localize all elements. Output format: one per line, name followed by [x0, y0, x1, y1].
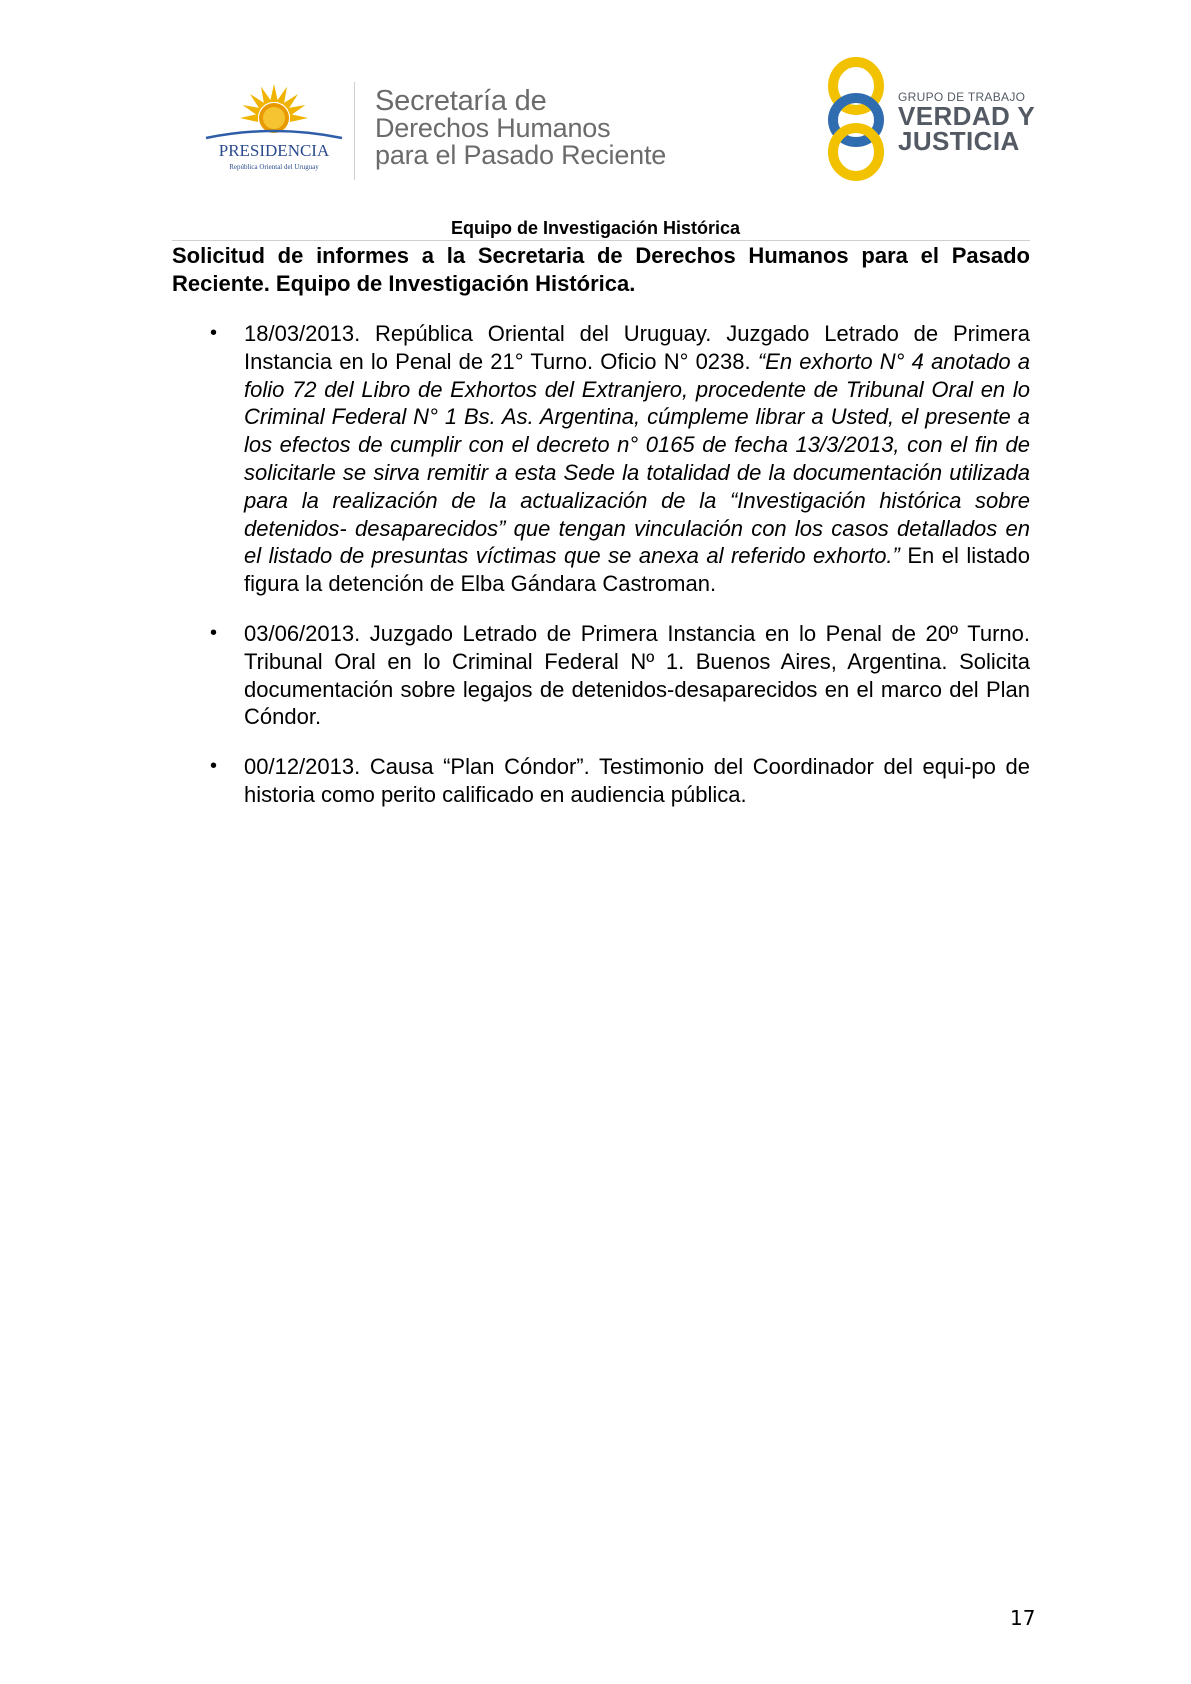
bullet-icon: • [210, 621, 218, 644]
page-number: 17 [1010, 1606, 1036, 1630]
item-quote: “En exhorto N° 4 anotado a folio 72 del Libro de Exhortos del Extranjero, procedente de Tribunal Oral en lo Criminal Federal N° 1 Bs. As. Argentina, cúmpleme librar a Usted, el presente a los efectos de cumplir con el decreto n° 0165 de fecha 13/3/2013, con el fin de solicitarle se sirva remitir a esta Sede la totalidad de la documentación utilizada para la realización de la actualización de la “Investigación histórica sobre detenidos- desaparecidos” que tengan vinculación con los casos detallados en el listado de presuntas víctimas que se anexa al referido exhorto.” [244, 348, 1031, 569]
verdad-line-2: VERDAD Y [898, 101, 1036, 131]
item-text: 03/06/2013. Juzgado Letrado de Primera Instancia en lo Penal de 20º Turno. Tribunal Oral en lo Criminal Federal Nº 1. Buenos Aires, Argentina. Solicita documentación sobre legajos de detenidos-desaparecidos en el marco del Plan Cóndor. [244, 620, 1030, 730]
secretaria-line-2: Derechos Humanos [375, 113, 611, 143]
entries-list [172, 320, 1030, 831]
verdad-justicia-text [898, 90, 1035, 154]
item-text-after: En el listado figura la detención de Elba Gándara Castroman. [244, 543, 1030, 597]
secretaria-line-3: para el Pasado Reciente [375, 140, 667, 170]
presidencia-subtitle: República Oriental del Uruguay [229, 163, 319, 171]
verdad-line-3: JUSTICIA [898, 126, 1020, 156]
list-item [172, 753, 1030, 809]
verdad-line-1: GRUPO DE TRABAJO [898, 90, 1026, 104]
document-title: Solicitud de informes a la Secretaria de Derechos Humanos para el Pasado Reciente. Equipo de Investigación Histórica. [172, 243, 1030, 296]
section-label: Equipo de Investigación Histórica [450, 218, 741, 238]
item-text: 00/12/2013. Causa “Plan Cóndor”. Testimonio del Coordinador del equi-po de historia como perito calificado en audiencia pública. [244, 754, 1030, 807]
secretaria-logo-text [375, 85, 667, 170]
item-text: 18/03/2013. República Oriental del Uruguay. Juzgado Letrado de Primera Instancia en lo Penal de 21° Turno. Oficio N° 0238. [244, 321, 1030, 374]
list-item [172, 320, 1030, 598]
presidencia-label: PRESIDENCIA [218, 141, 330, 160]
logo-divider [354, 82, 355, 180]
bullet-icon: • [210, 322, 218, 344]
bullet-icon: • [210, 755, 218, 778]
uruguay-sun-icon [198, 80, 350, 180]
secretaria-line-1: Secretaría de [375, 85, 547, 117]
list-item [172, 620, 1030, 731]
header-divider [172, 240, 1030, 241]
